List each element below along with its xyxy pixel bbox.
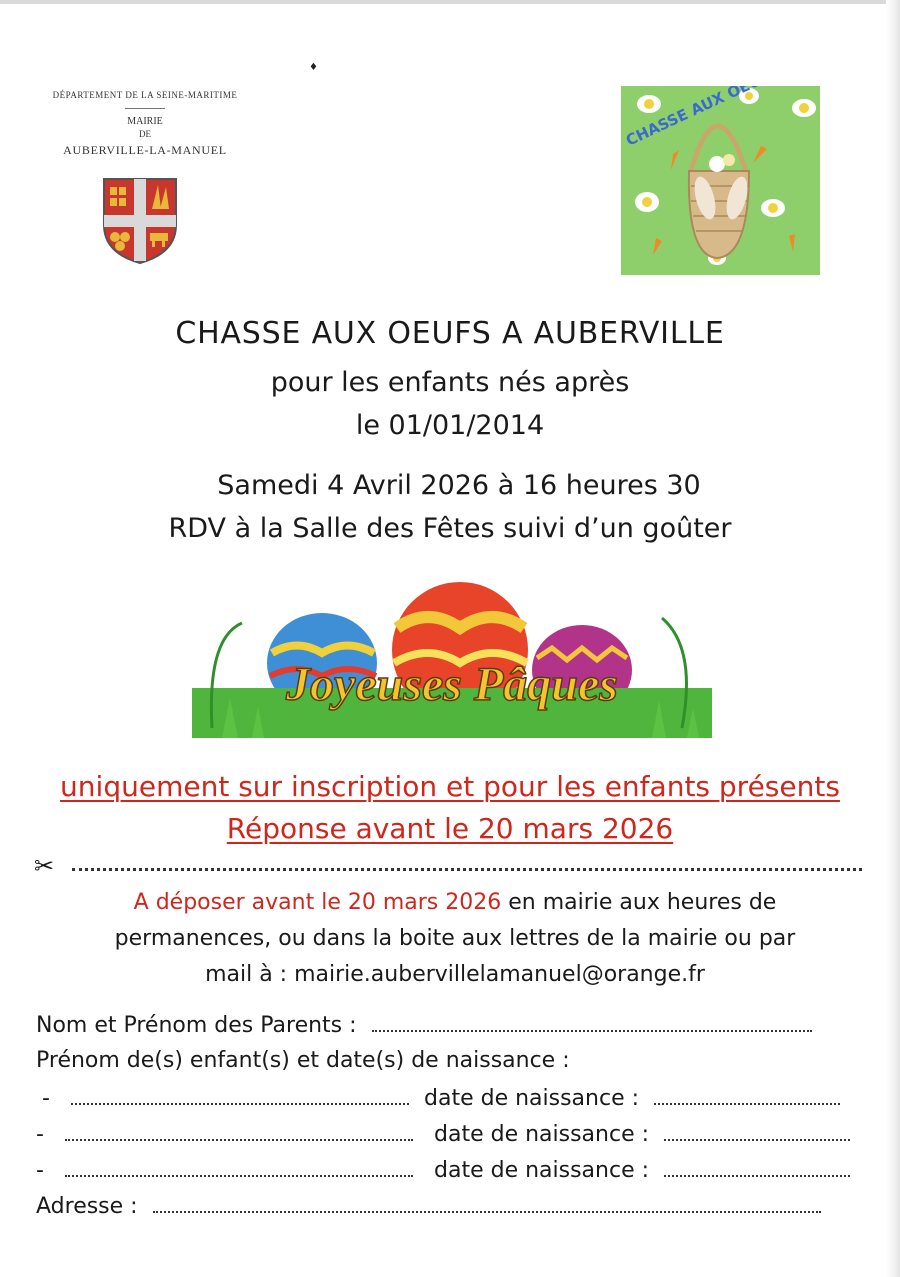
child-3-birth-field[interactable] — [664, 1175, 850, 1177]
deposit-line-2: permanences, ou dans la boite aux lettres de la mairie ou par — [114, 926, 796, 951]
letterhead — [30, 90, 260, 158]
letterhead-town: AUBERVILLE-LA-MANUEL — [63, 143, 227, 157]
child-2-dash: - — [36, 1122, 44, 1147]
address-label: Adresse : — [36, 1194, 138, 1219]
deposit-line-3: mail à : mairie.aubervillelamanuel@orange.fr — [205, 962, 705, 987]
child-2-birth-label: date de naissance : — [434, 1122, 650, 1147]
address-field[interactable] — [153, 1211, 821, 1213]
scissors-icon: ✂ — [34, 852, 55, 880]
registration-notice: uniquement sur inscription et pour les enfants présents — [60, 770, 840, 803]
letterhead-mairie: MAIRIE — [127, 116, 163, 127]
form-parents-row — [36, 1013, 812, 1043]
event-title: CHASSE AUX OEUFS A AUBERVILLE — [175, 316, 725, 351]
child-2-birth-field[interactable] — [664, 1139, 850, 1141]
easter-eggs-banner — [192, 578, 712, 738]
letterhead-department: DÉPARTEMENT DE LA SEINE-MARITIME — [52, 90, 238, 100]
child-1-name-field[interactable] — [71, 1103, 409, 1105]
deposit-line-1 — [60, 885, 850, 921]
event-location: RDV à la Salle des Fêtes suivi d’un goûter — [168, 513, 732, 544]
scan-edge-right — [886, 0, 900, 1277]
coat-of-arms-icon — [100, 175, 180, 265]
child-2-name-field[interactable] — [65, 1139, 413, 1141]
letterhead-de: DE — [139, 129, 151, 139]
cut-dotted-line — [72, 868, 862, 871]
child-1-birth-field[interactable] — [654, 1103, 840, 1105]
child-3-birth-label: date de naissance : — [434, 1158, 650, 1183]
deposit-deadline: A déposer avant le 20 mars 2026 — [133, 890, 502, 915]
cut-line — [34, 854, 864, 880]
letterhead-rule — [125, 108, 165, 109]
parents-label: Nom et Prénom des Parents : — [36, 1013, 357, 1038]
child-row-2 — [36, 1122, 850, 1152]
form-address-row — [36, 1194, 821, 1224]
event-subtitle-1: pour les enfants nés après — [270, 367, 630, 398]
deposit-instructions — [60, 885, 850, 993]
event-date: Samedi 4 Avril 2026 à 16 heures 30 — [217, 470, 701, 501]
stray-mark: ♦ — [309, 62, 318, 73]
child-1-birth-label: date de naissance : — [424, 1086, 640, 1111]
form-children-heading — [36, 1048, 570, 1078]
child-3-name-field[interactable] — [65, 1175, 413, 1177]
child-row-1 — [42, 1086, 840, 1116]
deposit-line-1-rest: en mairie aux heures de — [501, 890, 777, 915]
easter-basket-picture — [621, 86, 820, 275]
reply-deadline: Réponse avant le 20 mars 2026 — [226, 812, 674, 845]
event-subtitle-2: le 01/01/2014 — [355, 410, 545, 441]
banner-greeting: Joyeuses Pâques — [286, 658, 618, 711]
children-label: Prénom de(s) enfant(s) et date(s) de naissance : — [36, 1048, 570, 1073]
child-1-dash: - — [42, 1086, 50, 1111]
scan-edge — [0, 0, 900, 4]
child-3-dash: - — [36, 1158, 44, 1183]
child-row-3 — [36, 1158, 850, 1188]
parents-field[interactable] — [372, 1030, 812, 1032]
